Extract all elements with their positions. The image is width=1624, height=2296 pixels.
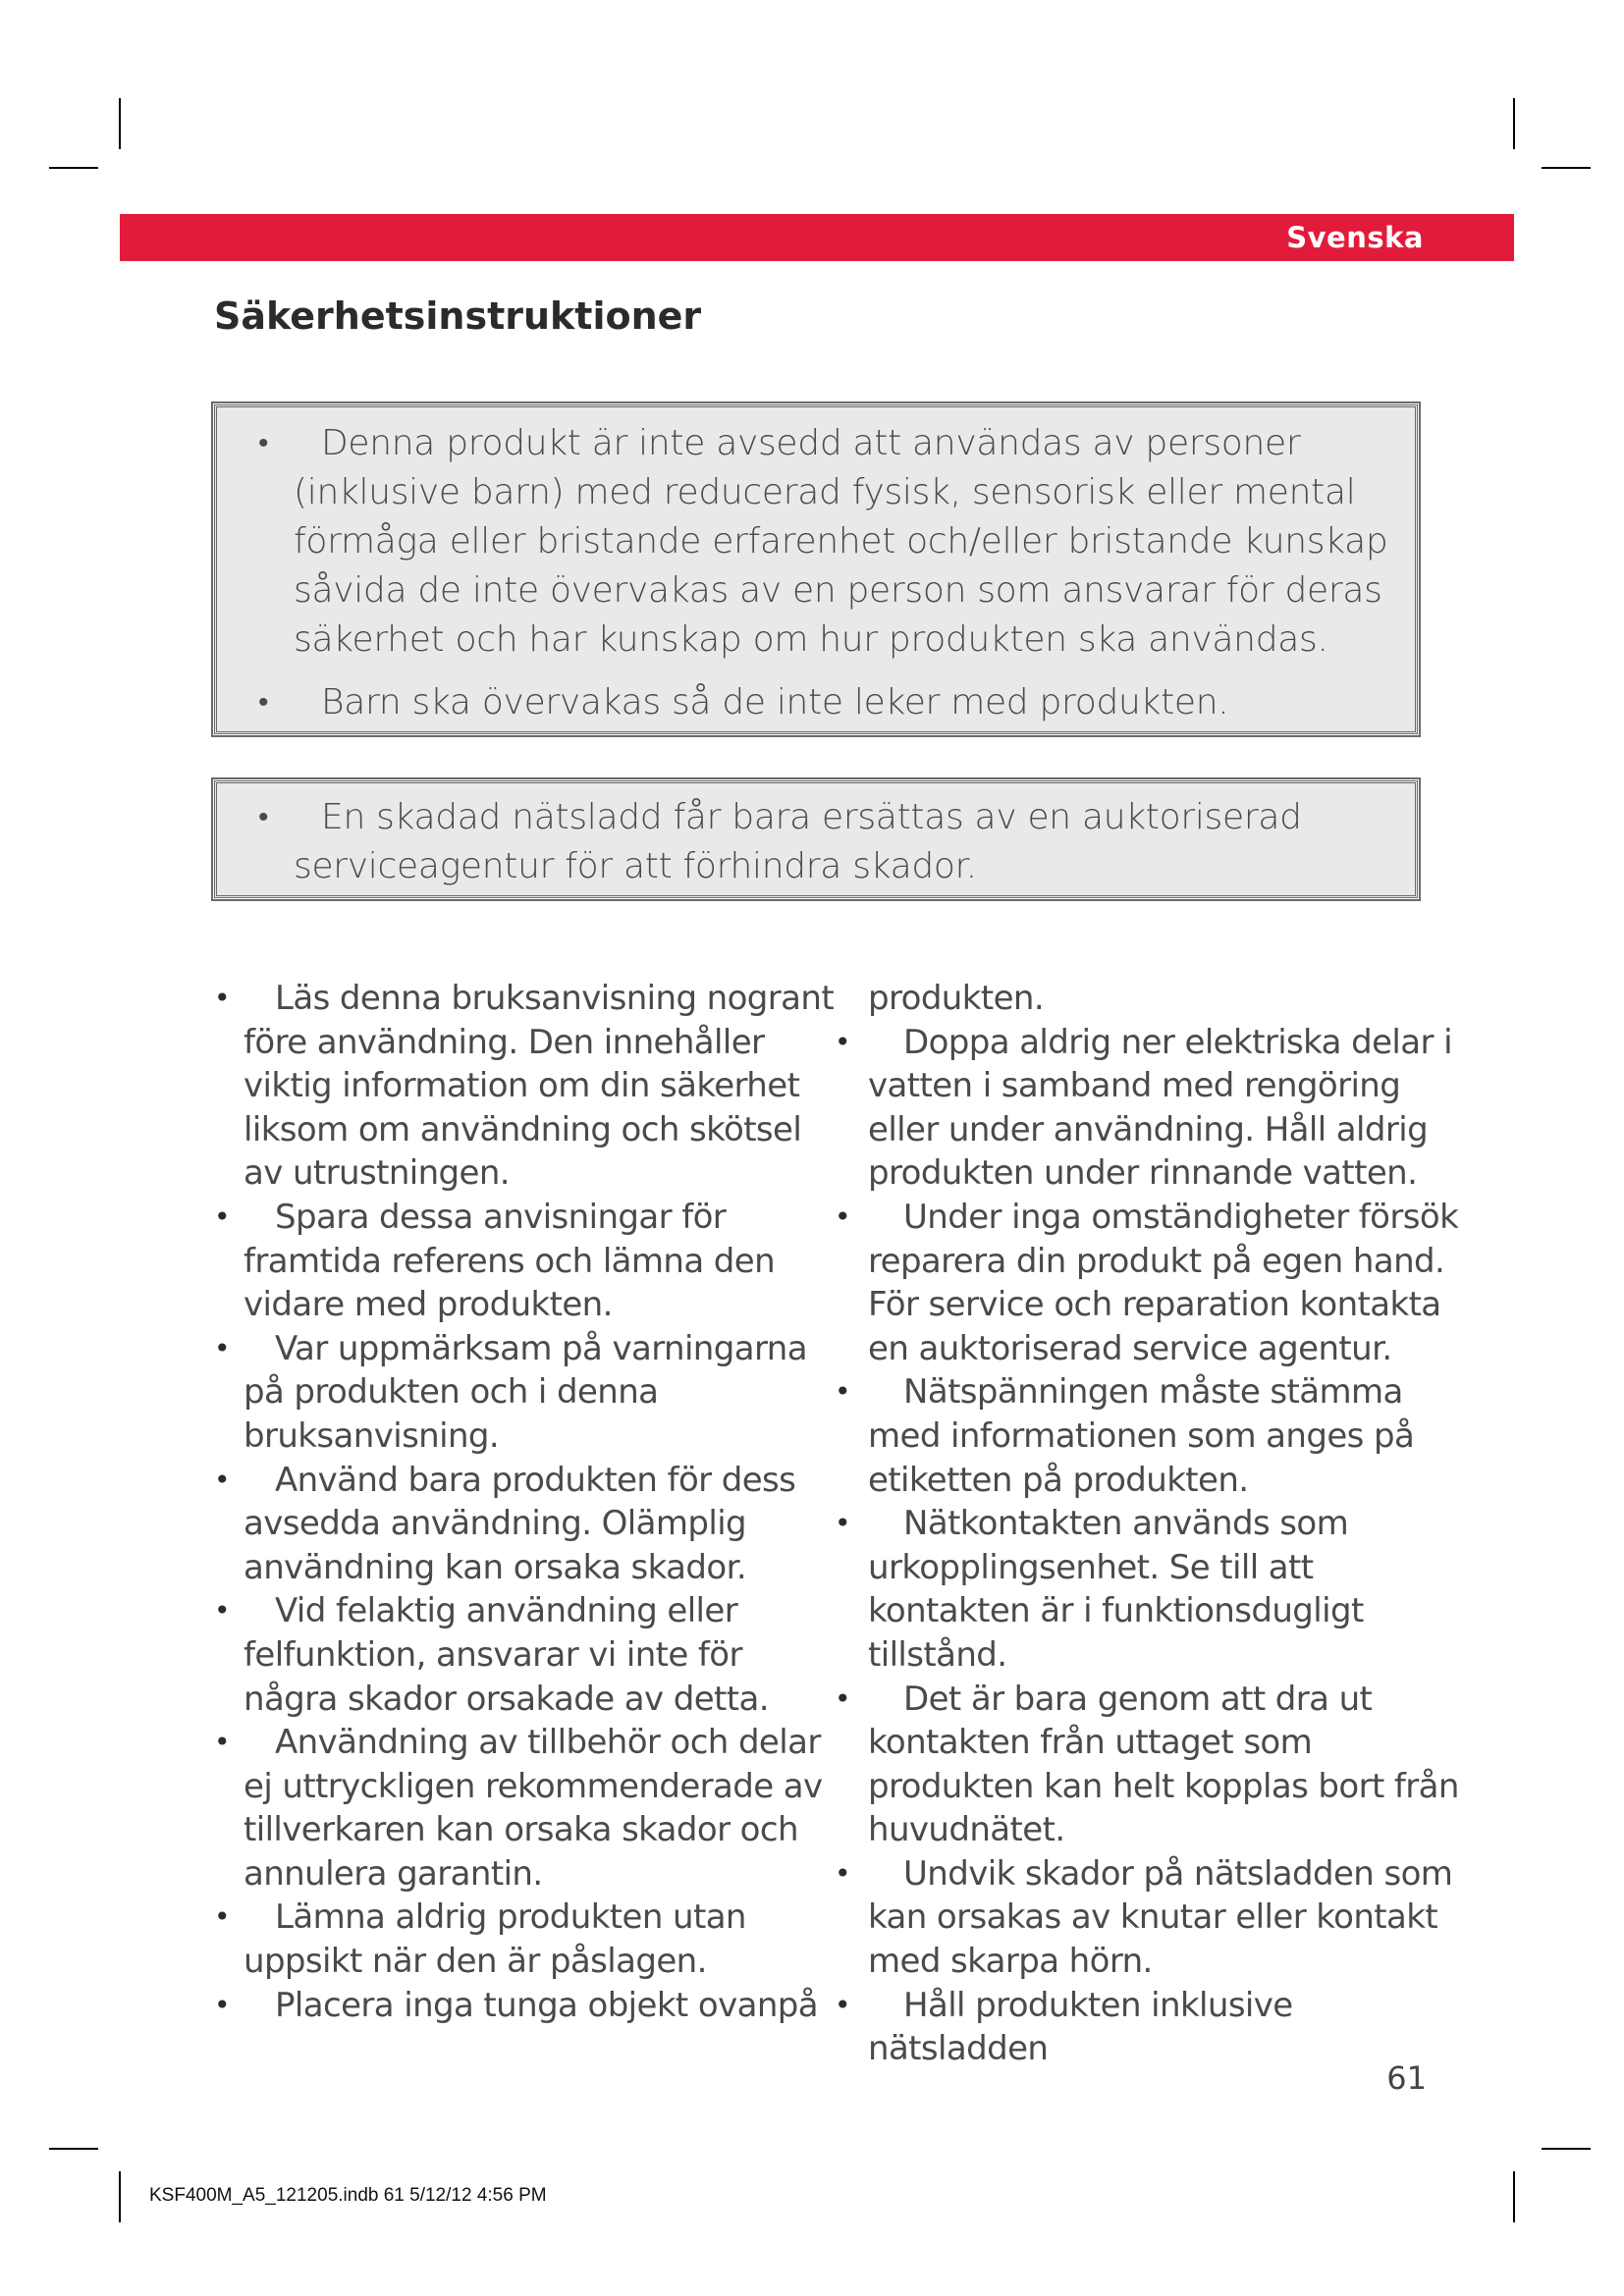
bullet-icon: • (835, 1025, 850, 1058)
warning-box-2 (214, 780, 1418, 898)
warning-item: • Barn ska övervakas så de inte leker med produkten. (237, 678, 1395, 727)
list-item: • Det är bara genom att dra ut kontakten från uttaget som produkten kan helt kopplas bort från huvudnätet. (835, 1679, 1459, 1850)
warning-item: • En skadad nätsladd får bara ersättas av en auktoriserad serviceagentur för att förhindra skador. (237, 793, 1395, 891)
list-item: • Vid felaktig användning eller felfunktion, ansvarar vi inte för några skador orsakade av detta. (214, 1591, 769, 1719)
crop-mark (1542, 2148, 1591, 2150)
list-item: • Spara dessa anvisningar för framtida referens och lämna den vidare med produkten. (214, 1197, 776, 1325)
left-column (214, 977, 842, 2027)
warning-item: • Denna produkt är inte avsedd att användas av personer (inklusive barn) med reducerad fysisk, sensorisk eller mental förmåga eller bristande erfarenhet och/eller bristande kunskap såvida de inte övervakas av en person som ansvarar för deras säkerhet och har kunskap om hur produkten ska användas. (237, 419, 1395, 665)
bullet-icon: • (214, 1463, 230, 1496)
list-item: • Använd bara produkten för dess avsedda användning. Olämplig användning kan orsaka skador. (214, 1460, 796, 1587)
bullet-icon: • (258, 685, 269, 720)
list-item: • Under inga omständigheter försök reparera din produkt på egen hand. För service och reparation kontakta en auktoriserad service agentur. (835, 1197, 1459, 1368)
crop-mark (1513, 98, 1515, 149)
language-label: Svenska (1286, 221, 1424, 254)
list-item: • Nätkontakten används som urkopplingsenhet. Se till att kontakten är i funktionsdugligt tillstånd. (835, 1504, 1364, 1675)
right-column (835, 977, 1471, 2071)
bullet-icon: • (258, 800, 269, 834)
bullet-icon: • (214, 1200, 230, 1233)
bullet-icon: • (214, 1900, 230, 1934)
crop-mark (49, 167, 98, 169)
bullet-icon: • (835, 1682, 850, 1715)
warning-box-1 (214, 404, 1418, 734)
list-item: • Doppa aldrig ner elektriska delar i vatten i samband med rengöring eller under användning. Håll aldrig produkten under rinnande vatten. (835, 1022, 1452, 1194)
list-item: • Undvik skador på nätsladden som kan orsakas av knutar eller kontakt med skarpa hörn. (835, 1853, 1453, 1982)
list-item: • Nätspänningen måste stämma med informationen som anges på etiketten på produkten. (835, 1372, 1415, 1500)
language-header-bar (120, 214, 1514, 261)
list-item: • Användning av tillbehör och delar ej uttryckligen rekommenderade av tillverkaren kan orsaka skador och annulera garantin. (214, 1723, 823, 1894)
page-number: 61 (1386, 2059, 1427, 2097)
bullet-icon: • (214, 1988, 230, 2021)
bullet-icon: • (214, 982, 230, 1014)
list-item: • Lämna aldrig produkten utan uppsikt när den är påslagen. (214, 1897, 746, 1982)
list-item: • Placera inga tunga objekt ovanpå (214, 1984, 842, 2028)
section-title: Säkerhetsinstruktioner (214, 294, 702, 338)
crop-mark (119, 98, 121, 149)
crop-mark (1513, 2171, 1515, 2222)
bullet-icon: • (214, 1594, 230, 1628)
list-item: • Var uppmärksam på varningarna på produkten och i denna bruksanvisning. (214, 1328, 807, 1456)
bullet-icon: • (835, 1988, 850, 2021)
bullet-icon: • (835, 1200, 850, 1233)
bullet-icon: • (214, 1726, 230, 1759)
list-item: • Läs denna bruksanvisning nogrant före användning. Den innehåller viktig information om din säkerhet liksom om användning och skötsel av utrustningen. (214, 979, 835, 1194)
list-item-continuation: produkten. (868, 979, 1045, 1018)
bullet-icon: • (835, 1375, 850, 1409)
bullet-icon: • (835, 1856, 850, 1890)
print-slug: KSF400M_A5_121205.indb 61 5/12/12 4:56 PM (149, 2185, 547, 2206)
crop-mark (119, 2171, 121, 2222)
bullet-icon: • (258, 426, 269, 460)
crop-mark (1542, 167, 1591, 169)
list-item: • Håll produkten inklusive nätsladden (835, 1985, 1293, 2069)
bullet-icon: • (835, 1507, 850, 1540)
crop-mark (49, 2148, 98, 2150)
bullet-icon: • (214, 1331, 230, 1364)
